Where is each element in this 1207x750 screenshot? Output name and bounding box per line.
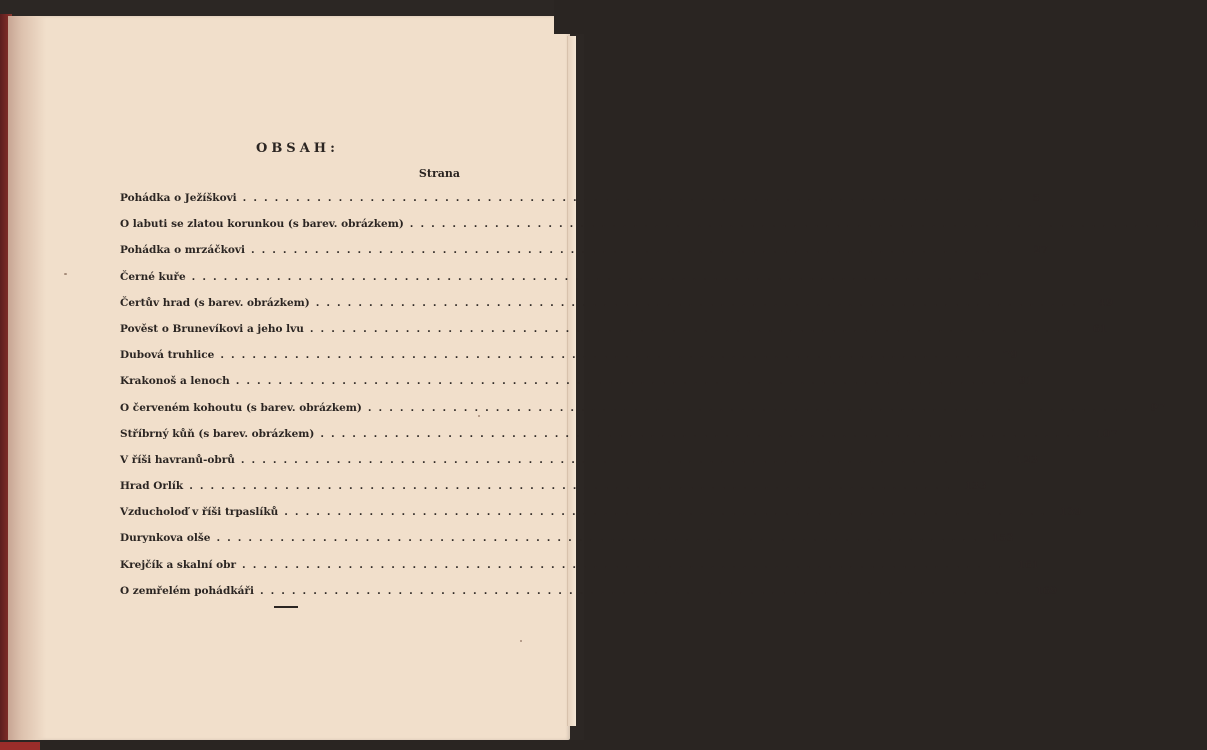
toc-entry: [120, 218, 1207, 244]
toc-entry-page: 91: [1018, 375, 1033, 388]
toc-entry-title: Čertův hrad (s barev. obrázkem): [120, 296, 310, 309]
toc-entry: [120, 480, 987, 506]
toc-entry-title: Krakonoš a lenoch: [120, 375, 230, 388]
toc-entry-page: 5: [1032, 192, 1040, 204]
toc-entry-page: 133: [964, 480, 987, 493]
dot-leader: ........................................................................: [216, 532, 984, 545]
toc-entry: [120, 244, 1049, 270]
dot-leader: ........................................................................: [235, 375, 1003, 388]
toc-entry-title: Pověst o Brunevíkovi a jeho lvu: [120, 322, 304, 335]
toc-entry-page: 61: [1092, 322, 1108, 335]
toc-entry-page: 79: [1002, 349, 1018, 362]
dot-leader: ........................................................................: [242, 192, 1010, 204]
toc-entry-page: 139: [1059, 506, 1082, 519]
toc-entry: [120, 453, 1039, 480]
toc-entry: [120, 532, 1014, 558]
dot-leader: ........................................................................: [250, 244, 1019, 257]
toc-entry-title: O zemřelém pohádkáři: [120, 584, 254, 597]
dot-leader: ........................................................................: [367, 401, 1136, 414]
end-rule: [274, 606, 298, 608]
toc-entry: [120, 270, 989, 297]
toc-entry-page: 169: [1035, 584, 1058, 597]
toc-entry-title: Dubová truhlice: [120, 349, 215, 362]
dot-leader: ........................................................................: [240, 453, 1009, 466]
toc-entry: [120, 192, 1040, 218]
toc-entry: [120, 296, 1113, 323]
toc-entry-title: Hrad Orlík: [120, 480, 184, 493]
toc-entry-page: 97: [1150, 401, 1166, 414]
toc-list: [120, 192, 1207, 611]
page-column-header: Strana: [418, 167, 460, 180]
toc-entry-page: 123: [1016, 453, 1039, 466]
dot-leader: ........................................................................: [315, 296, 1083, 309]
toc-entry: [120, 375, 1033, 401]
dot-leader: ........................................................................: [259, 584, 1028, 597]
toc-entry-title: Černé kuře: [120, 270, 186, 283]
toc-entry-page: 153: [991, 532, 1014, 545]
toc-entry-page: 49: [1098, 296, 1113, 309]
contents-heading: OBSAH:: [256, 141, 339, 156]
toc-entry-page: 161: [1017, 558, 1040, 571]
toc-entry-page: 17: [1192, 218, 1207, 231]
toc-entry: [120, 322, 1108, 349]
toc-entry: [120, 427, 1118, 454]
dot-leader: ........................................................................: [242, 558, 1010, 571]
toc-entry: [120, 401, 1166, 428]
toc-entry-title: Krejčík a skalní obr: [120, 558, 237, 571]
toc-entry: [120, 558, 1040, 585]
toc-entry-page: 37: [974, 270, 989, 283]
toc-entry: [120, 349, 1018, 375]
toc-entry-title: V říši havranů-obrů: [120, 453, 235, 466]
dot-leader: ........................................................................: [284, 506, 1052, 519]
toc-entry-page: 107: [1095, 427, 1118, 440]
dot-leader: ........................................................................: [309, 322, 1078, 335]
dot-leader: ........................................................................: [220, 349, 988, 362]
toc-entry-title: O labuti se zlatou korunkou (s barev. obrázkem): [120, 218, 404, 231]
toc-entry-title: Vzducholoď v říši trpaslíků: [120, 506, 279, 519]
toc-entry-title: Pohádka o Ježíškovi: [120, 192, 237, 204]
dot-leader: ........................................................................: [320, 427, 1088, 440]
toc-entry-title: Durynkova olše: [120, 532, 211, 545]
dot-leader: ........................................................................: [189, 480, 957, 493]
dot-leader: ........................................................................: [409, 218, 1177, 231]
dot-leader: ........................................................................: [191, 270, 959, 283]
toc-entry-page: 27: [1033, 244, 1049, 257]
toc-entry-title: Pohádka o mrzáčkovi: [120, 244, 245, 257]
toc-entry: [120, 506, 1082, 532]
toc-entry-title: O červeném kohoutu (s barev. obrázkem): [120, 401, 362, 414]
toc-entry-title: Stříbrný kůň (s barev. obrázkem): [120, 427, 315, 440]
